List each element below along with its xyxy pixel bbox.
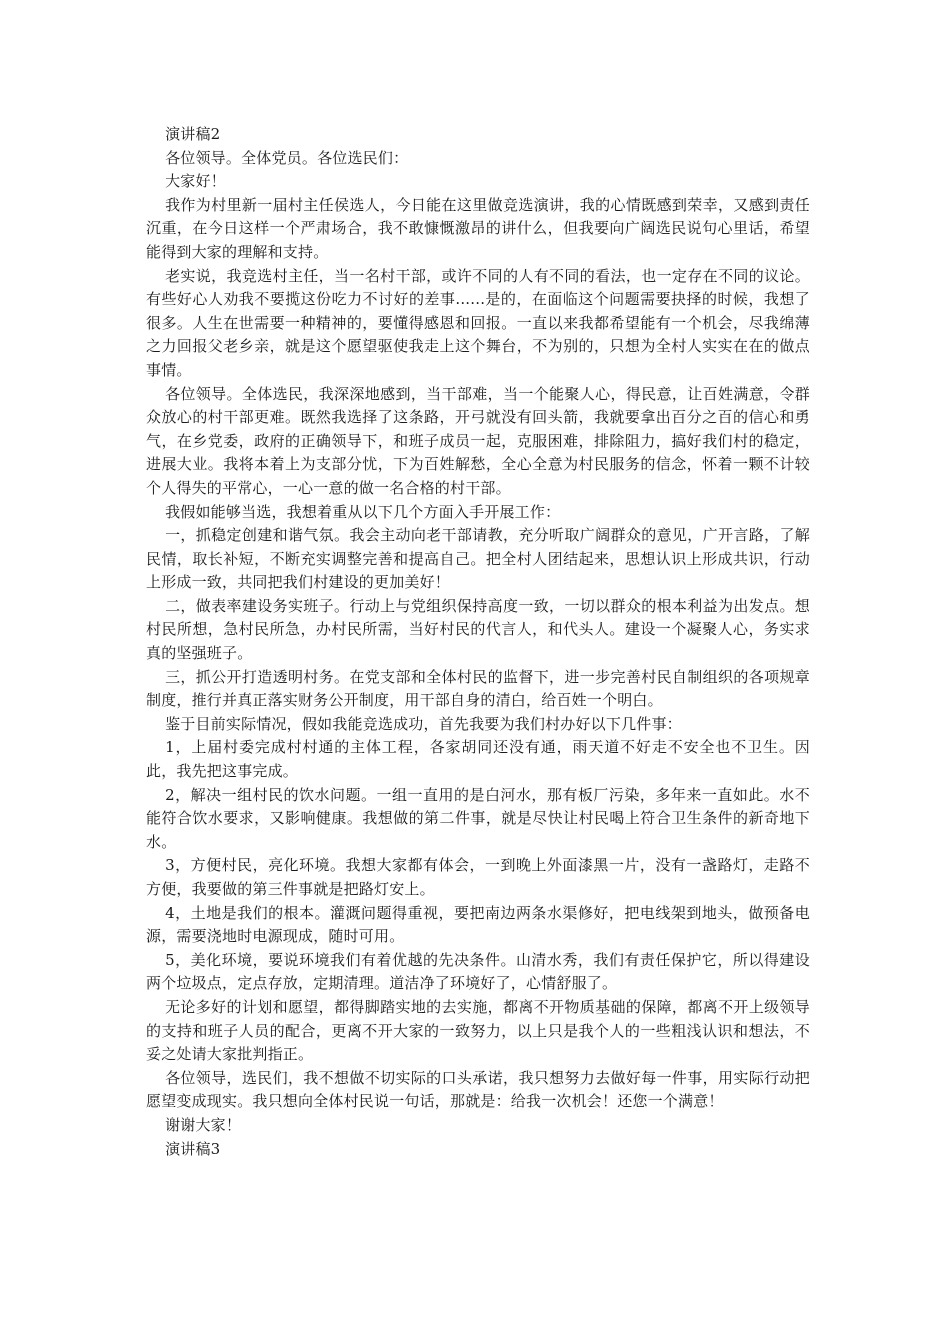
document-title: 演讲稿2 — [165, 125, 221, 143]
list-item: 5，美化环境，要说环境我们有着优越的先决条件。山清水秀，我们有责任保护它，所以得建设两个垃圾点，定点存放，定期清理。道洁净了环境好了，心情舒服了。 — [146, 950, 810, 993]
list-item: 3，方便村民，亮化环境。我想大家都有体会，一到晚上外面漆黑一片，没有一盏路灯，走路不方便，我要做的第三件事就是把路灯安上。 — [146, 856, 810, 898]
body-paragraph: 无论多好的计划和愿望，都得脚踏实地的去实施，都离不开物质基础的保障，都离不开上级领导的支持和班子人员的配合，更离不开大家的一致努力，以上只是我个人的一些粗浅认识和想法，不妥之处请大家批判指正。 — [146, 997, 810, 1064]
body-paragraph: 我作为村里新一届村主任侯选人，今日能在这里做竞选演讲，我的心情既感到荣幸，又感到责任沉重，在今日这样一个严肃场合，我不敢慷慨激昂的讲什么，但我要向广阔选民说句心里话，希望能得到大家的理解和支持。 — [146, 195, 810, 261]
body-paragraph: 老实说，我竞选村主任，当一名村干部，或许不同的人有不同的看法，也一定存在不同的议论。有些好心人劝我不要揽这份吃力不讨好的差事......是的，在面临这个问题需要抉择的时候，我想了很多。人生在世需要一种精神的，要懂得感恩和回报。一直以来我都希望能有一个机会，尽我绵薄之力回报父老乡亲，就是这个愿望驱使我走上这个舞台，不为别的，只想为全村人实实在在的做点事情。 — [146, 266, 810, 379]
body-paragraph: 我假如能够当选，我想着重从以下几个方面入手开展工作： — [165, 502, 561, 521]
body-paragraph: 二，做表率建设务实班子。行动上与党组织保持高度一致，一切以群众的根本利益为出发点。想村民所想，急村民所急，办村民所需，当好村民的代言人，和代头人。建设一个凝聚人心，务实求真的坚强班子。 — [146, 596, 810, 663]
document-page — [146, 123, 810, 1161]
body-paragraph: 一，抓稳定创建和谐气氛。我会主动向老干部请教，充分听取广阔群众的意见，广开言路，了解民情，取长补短，不断充实调整完善和提高自己。把全村人团结起来，思想认识上形成共识，行动上形成一致，共同把我们村建设的更加美好！ — [146, 526, 810, 592]
body-paragraph: 各位领导。全体选民，我深深地感到，当干部难，当一个能聚人心，得民意，让百姓满意，令群众放心的村干部更难。既然我选择了这条路，开弓就没有回头箭，我就要拿出百分之百的信心和勇气，在乡党委，政府的正确领导下，和班子成员一起，克服困难，排除阻力，搞好我们村的稳定，进展大业。我将本着上为支部分忧，下为百姓解愁，全心全意为村民服务的信念，怀着一颗不计较个人得失的平常心，一心一意的做一名合格的村干部。 — [146, 384, 810, 497]
list-item: 4，土地是我们的根本。灌溉问题得重视，要把南边两条水渠修好，把电线架到地头，做预备电源，需要浇地时电源现成，随时可用。 — [146, 903, 810, 946]
body-paragraph: 三，抓公开打造透明村务。在党支部和全体村民的监督下，进一步完善村民自制组织的各项规章制度，推行并真正落实财务公开制度，用干部自身的清白，给百姓一个明白。 — [146, 667, 810, 710]
body-paragraph: 各位领导，选民们，我不想做不切实际的口头承诺，我只想努力去做好每一件事，用实际行动把愿望变成现实。我只想向全体村民说一句话，那就是：给我一次机会！还您一个满意！ — [146, 1068, 810, 1111]
greeting: 大家好！ — [165, 172, 226, 191]
list-item: 2，解决一组村民的饮水问题。一组一直用的是白河水，那有板厂污染，多年来一直如此。水不能符合饮水要求，又影响健康。我想做的第二件事，就是尽快让村民喝上符合卫生条件的新奇地下水。 — [146, 785, 810, 851]
salutation: 各位领导。全体党员。各位选民们： — [165, 148, 409, 167]
list-item: 1，上届村委完成村村通的主体工程，各家胡同还没有通，雨天道不好走不安全也不卫生。因此，我先把这事完成。 — [146, 738, 810, 781]
next-section-title: 演讲稿3 — [165, 1139, 221, 1158]
body-paragraph: 鉴于目前实际情况，假如我能竞选成功，首先我要为我们村办好以下几件事： — [165, 714, 682, 733]
closing: 谢谢大家！ — [165, 1115, 242, 1134]
